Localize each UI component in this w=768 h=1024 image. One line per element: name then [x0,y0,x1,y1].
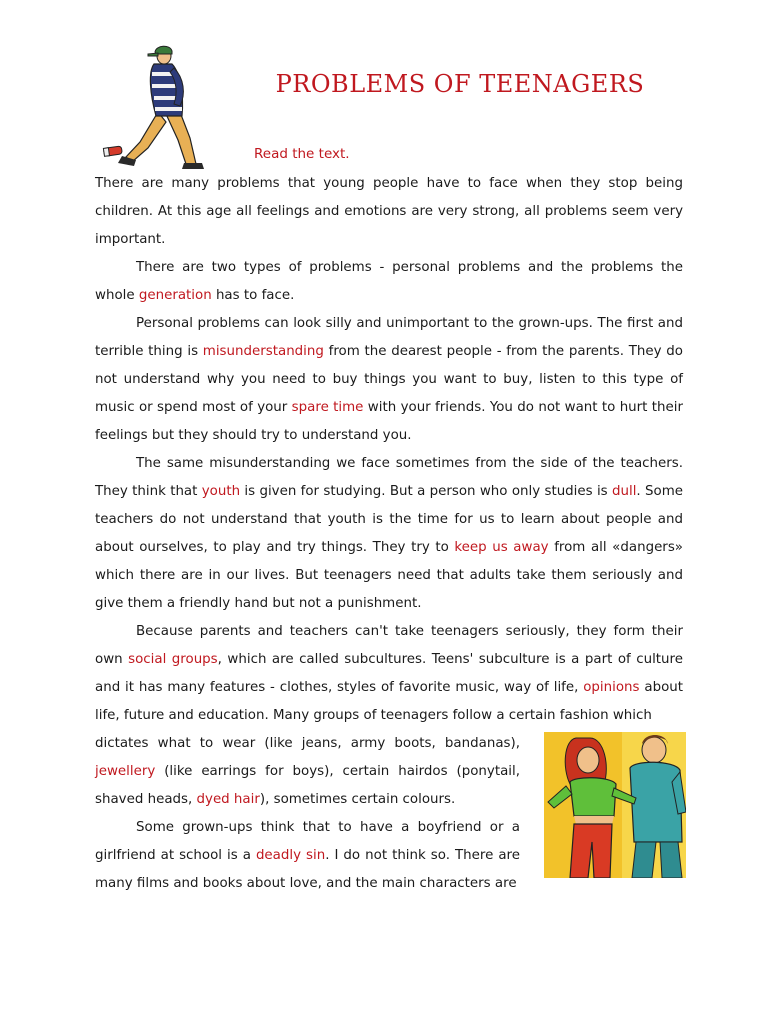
paragraph [95,814,520,898]
paragraph-text: from all «dangers» which there are in our lives. But teenagers need that adults take them seriously and give them a friendly hand but not a punishment. [95,540,683,611]
paragraph-text: Some grown-ups think that to have a boyfriend or a girlfriend at school is a [95,820,520,863]
instruction: Read the text. [254,146,350,162]
article-text [95,170,683,898]
paragraph [95,170,683,254]
paragraph [95,618,683,730]
paragraph-text: is given for studying. But a person who only studies is [240,484,612,499]
highlighted-word: generation [138,288,212,303]
paragraph-text: . I do not think so. There are many films and books about love, and the main characters are [95,848,520,891]
paragraph-text: dictates what to wear (like jeans, army boots, bandanas), [95,736,520,751]
highlighted-word: opinions [583,680,640,695]
paragraph-text: The same misunderstanding we face sometimes from the side of the teachers. They think that [95,456,683,499]
highlighted-word: keep us away [454,540,549,555]
paragraph-text: has to face. [211,288,295,303]
paragraph-text: from the dearest people - from the parents. They do not understand why you need to buy things you want to buy, listen to this type of music or spend most of your [95,344,684,415]
paragraph [95,730,520,814]
paragraph-text: , which are called subcultures. Teens' subculture is a part of culture and it has many features - clothes, styles of favorite music, way of life, [95,652,683,695]
paragraph-text: There are two types of problems - personal problems and the problems the whole [95,260,683,303]
paragraph [95,310,683,450]
paragraph-text: ), sometimes certain colours. [259,792,456,807]
highlighted-word: dull [611,484,637,499]
walking-teenager-image [100,42,220,177]
page-title: PROBLEMS OF TEENAGERS [275,70,645,98]
paragraph-text: with your friends. You do not want to hurt their feelings but they should try to understand you. [95,400,683,443]
highlighted-word: social groups [128,652,218,667]
paragraph [95,254,683,310]
highlighted-word: spare time [291,400,364,415]
paragraph [95,450,683,618]
highlighted-word: deadly sin [255,848,326,863]
highlighted-word: dyed hair [196,792,260,807]
paragraph-text: There are many problems that young people have to face when they stop being children. At this age all feelings and emotions are very strong, all problems seem very important. [95,176,683,247]
paragraph-text: (like earrings for boys), certain hairdos (ponytail, shaved heads, [95,764,520,807]
highlighted-word: youth [201,484,241,499]
paragraph-text: Because parents and teachers can't take teenagers seriously, they form their own [95,624,683,667]
paragraph-text: . Some teachers do not understand that youth is the time for us to learn about people and about ourselves, to play and try things. They try to [95,484,683,555]
highlighted-word: jewellery [95,764,156,779]
highlighted-word: misunderstanding [202,344,324,359]
paragraph-text: about life, future and education. Many groups of teenagers follow a certain fashion which [95,680,683,723]
paragraph-text: Personal problems can look silly and unimportant to the grown-ups. The first and terrible thing is [95,316,683,359]
